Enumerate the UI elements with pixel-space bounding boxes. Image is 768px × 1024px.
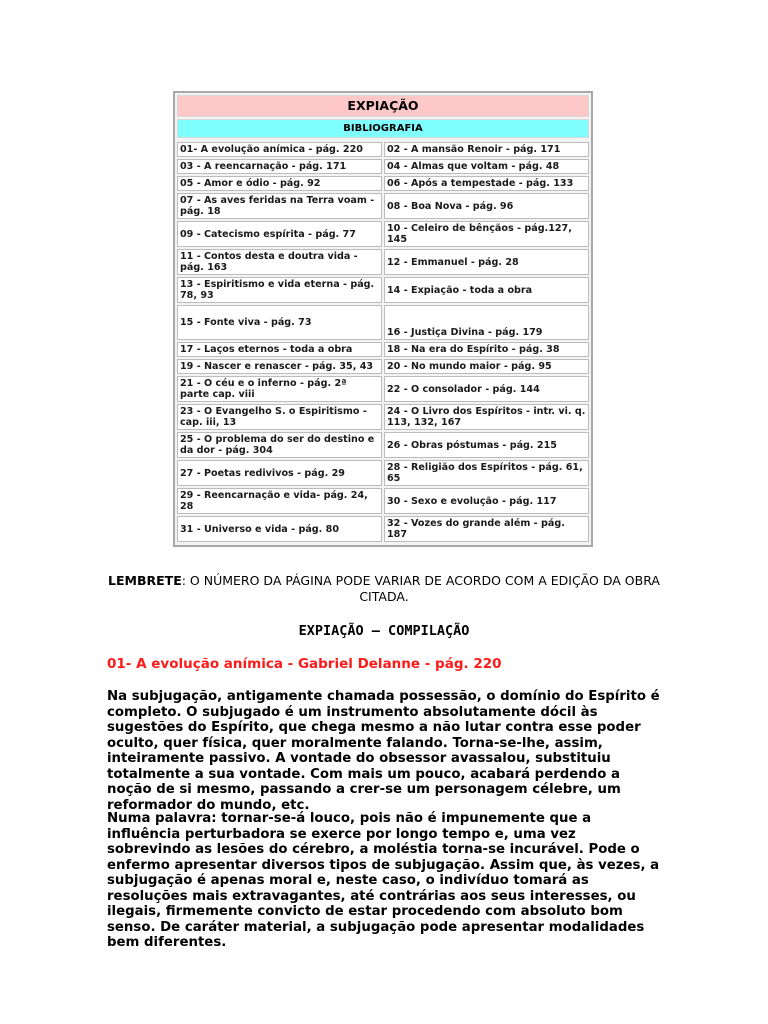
body-paragraph: Numa palavra: tornar-se-á louco, pois não é impunemente que a influência perturbadora se exerce por longo tempo e, uma vez sobrevindo as lesões do cérebro, a moléstia torna-se incurável. Pode o enfermo apresentar diversos tipos de subjugação. Assim que, às vezes, a subjugação é apenas moral e, neste caso, o indivíduo tomará as resoluções mais extravagantes, até contrárias aos seus interesses, ou ilegais, firmemente convicto de estar procedendo com absoluto bom senso. De caráter material, a subjugação pode apresentar modalidades bem diferentes. <box>107 811 660 950</box>
entry-cell: 08 - Boa Nova - pág. 96 <box>384 193 589 219</box>
entry-cell: 12 - Emmanuel - pág. 28 <box>384 249 589 275</box>
table-row <box>177 342 589 357</box>
entry-cell: 15 - Fonte viva - pág. 73 <box>177 305 382 340</box>
table-row <box>177 488 589 514</box>
entry-cell: 32 - Vozes do grande além - pág. 187 <box>384 516 589 542</box>
entry-cell: 11 - Contos desta e doutra vida - pág. 163 <box>177 249 382 275</box>
table-row <box>177 159 589 174</box>
reminder-label: LEMBRETE <box>108 573 182 588</box>
entry-cell: 09 - Catecismo espírita - pág. 77 <box>177 221 382 247</box>
table-row <box>177 404 589 430</box>
entry-cell: 19 - Nascer e renascer - pág. 35, 43 <box>177 359 382 374</box>
entry-cell: 25 - O problema do ser do destino e da dor - pág. 304 <box>177 432 382 458</box>
entry-cell: 24 - O Livro dos Espíritos - intr. vi. q. 113, 132, 167 <box>384 404 589 430</box>
table-row <box>177 249 589 275</box>
reminder-note <box>108 573 660 605</box>
entry-cell: 13 - Espiritismo e vida eterna - pág. 78, 93 <box>177 277 382 303</box>
entry-cell: 05 - Amor e ódio - pág. 92 <box>177 176 382 191</box>
entry-cell: 29 - Reencarnação e vida- pág. 24, 28 <box>177 488 382 514</box>
table-row <box>177 176 589 191</box>
entry-cell: 02 - A mansão Renoir - pág. 171 <box>384 142 589 157</box>
table-row <box>177 432 589 458</box>
body-paragraph: Na subjugação, antigamente chamada possessão, o domínio do Espírito é completo. O subjugado é um instrumento absolutamente dócil às sugestões do Espírito, que chega mesmo a não lutar contra esse poder oculto, quer física, quer moralmente falando. Torna-se-lhe, assim, inteiramente passivo. A vontade do obsessor avassalou, substituiu totalmente a sua vontade. Com mais um pouco, acabará perdendo a noção de si mesmo, passando a crer-se um personagem célebre, um reformador do mundo, etc. <box>107 689 660 813</box>
entry-cell: 17 - Laços eternos - toda a obra <box>177 342 382 357</box>
entry-cell: 18 - Na era do Espírito - pág. 38 <box>384 342 589 357</box>
table-row <box>177 277 589 303</box>
entry-cell: 22 - O consolador - pág. 144 <box>384 376 589 402</box>
table-row <box>177 193 589 219</box>
entry-cell: 07 - As aves feridas na Terra voam - pág. 18 <box>177 193 382 219</box>
table-row <box>177 142 589 157</box>
entry-cell: 06 - Após a tempestade - pág. 133 <box>384 176 589 191</box>
entry-cell: 21 - O céu e o inferno - pág. 2ª parte cap. viii <box>177 376 382 402</box>
entry-cell: 20 - No mundo maior - pág. 95 <box>384 359 589 374</box>
entry-cell: 30 - Sexo e evolução - pág. 117 <box>384 488 589 514</box>
reminder-text: : O NÚMERO DA PÁGINA PODE VARIAR DE ACORDO COM A EDIÇÃO DA OBRA CITADA. <box>181 573 660 604</box>
entry-cell: 10 - Celeiro de bênçãos - pág.127, 145 <box>384 221 589 247</box>
entry-cell: 16 - Justiça Divina - pág. 179 <box>384 305 589 340</box>
entry-cell: 27 - Poetas redivivos - pág. 29 <box>177 460 382 486</box>
table-row <box>177 359 589 374</box>
table-row <box>177 376 589 402</box>
bibliography-table <box>173 91 593 547</box>
entry-cell: 01- A evolução anímica - pág. 220 <box>177 142 382 157</box>
entry-cell: 26 - Obras póstumas - pág. 215 <box>384 432 589 458</box>
table-row <box>177 460 589 486</box>
table-row <box>177 221 589 247</box>
entry-cell: 31 - Universo e vida - pág. 80 <box>177 516 382 542</box>
entry-cell: 03 - A reencarnação - pág. 171 <box>177 159 382 174</box>
entry-cell: 23 - O Evangelho S. o Espiritismo - cap. iii, 13 <box>177 404 382 430</box>
bibliography-entries <box>175 140 591 544</box>
bibliography-subtitle: BIBLIOGRAFIA <box>177 119 589 138</box>
entry-cell: 28 - Religião dos Espíritos - pág. 61, 65 <box>384 460 589 486</box>
table-row <box>177 305 589 340</box>
table-row <box>177 516 589 542</box>
bibliography-title: EXPIAÇÃO <box>177 95 589 117</box>
entry-cell: 14 - Expiação - toda a obra <box>384 277 589 303</box>
section-heading: 01- A evolução anímica - Gabriel Delanne - pág. 220 <box>107 656 502 672</box>
compilation-title: EXPIAÇÃO – COMPILAÇÃO <box>298 623 470 639</box>
entry-cell: 04 - Almas que voltam - pág. 48 <box>384 159 589 174</box>
